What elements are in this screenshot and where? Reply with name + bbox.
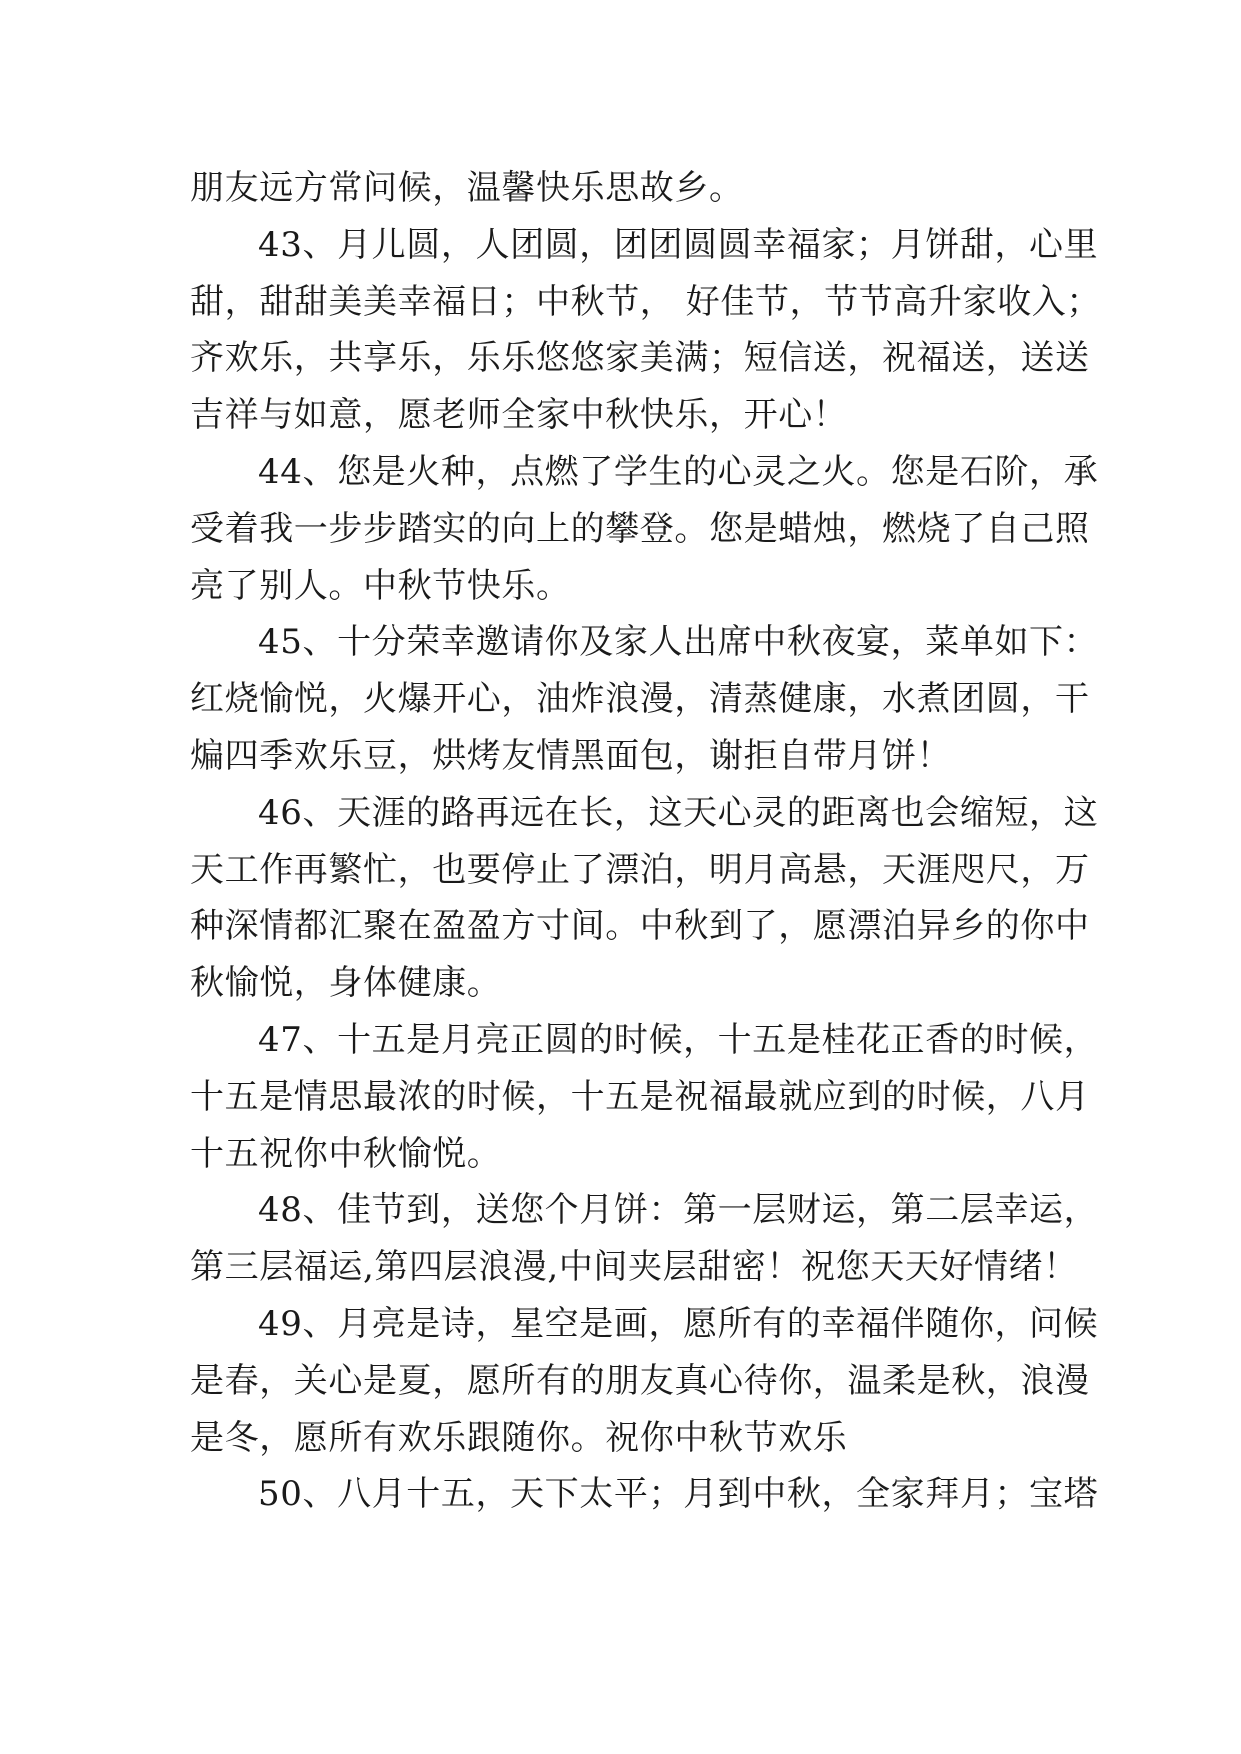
document-body	[190, 160, 1102, 1523]
paragraph-47-line-1: 47、十五是月亮正圆的时候，十五是桂花正香的时候，	[258, 1019, 1099, 1060]
text-line: 亮了别人。中秋节快乐。	[190, 565, 571, 606]
text-line: 朋友远方常问候，温馨快乐思故乡。	[190, 168, 744, 208]
text-line: 是冬，愿所有欢乐跟随你。祝你中秋节欢乐	[190, 1417, 848, 1458]
paragraph-50-line-1: 50、八月十五，天下太平；月到中秋，全家拜月；宝塔	[258, 1474, 1099, 1515]
text-line: 受着我一步步踏实的向上的攀登。您是蜡烛，燃烧了自己照	[190, 508, 1090, 549]
paragraph-48-line-1: 48、佳节到，送您个月饼：第一层财运，第二层幸运，	[258, 1190, 1099, 1231]
text-line: 吉祥与如意，愿老师全家中秋快乐，开心！	[190, 395, 848, 436]
text-line: 第三层福运,第四层浪漫,中间夹层甜密！祝您天天好情绪！	[190, 1247, 1078, 1288]
text-line: 是春，关心是夏，愿所有的朋友真心待你，温柔是秋，浪漫	[190, 1360, 1090, 1401]
text-line: 齐欢乐，共享乐，乐乐悠悠家美满；短信送，祝福送，送送	[190, 338, 1090, 379]
text-line: 种深情都汇聚在盈盈方寸间。中秋到了，愿漂泊异乡的你中	[190, 906, 1090, 947]
paragraph-43-line-1: 43、月儿圆，人团圆，团团圆圆幸福家；月饼甜，心里	[258, 224, 1099, 265]
text-line: 十五是情思最浓的时候，十五是祝福最就应到的时候，八月	[190, 1076, 1090, 1117]
text-line: 十五祝你中秋愉悦。	[190, 1133, 502, 1174]
paragraph-49-line-1: 49、月亮是诗，星空是画，愿所有的幸福伴随你，问候	[258, 1303, 1099, 1344]
paragraph-45-line-1: 45、十分荣幸邀请你及家人出席中秋夜宴，菜单如下：	[258, 622, 1099, 663]
text-line: 天工作再繁忙，也要停止了漂泊，明月高悬，天涯咫尺，万	[190, 849, 1090, 890]
text-line: 秋愉悦，身体健康。	[190, 963, 502, 1004]
text-line: 煸四季欢乐豆，烘烤友情黑面包，谢拒自带月饼！	[190, 735, 952, 776]
paragraph-44-line-1: 44、您是火种，点燃了学生的心灵之火。您是石阶，承	[258, 451, 1099, 492]
text-line: 红烧愉悦，火爆开心，油炸浪漫，清蒸健康，水煮团圆，干	[190, 679, 1090, 720]
text-line: 甜，甜甜美美幸福日；中秋节， 好佳节，节节高升家收入；	[190, 281, 1102, 322]
paragraph-46-line-1: 46、天涯的路再远在长，这天心灵的距离也会缩短，这	[258, 792, 1099, 833]
